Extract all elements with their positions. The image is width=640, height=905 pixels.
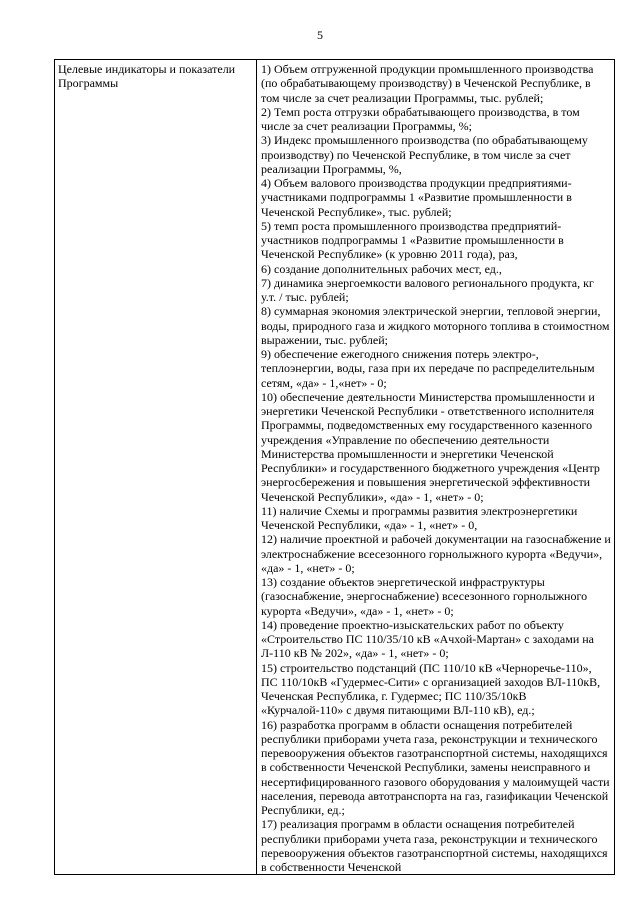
indicator-16: 16) разработка программ в области оснащения потребителей республики приборами учета газа, реконструкции и технического перевооружения объектов газотранспортной системы, находящихся в собственности Чеченской Республики, замены неисправного и несертифицированного газового оборудования у малоимущей части населения, перевода автотранспорта на газ, газификации Чеченской Республики, ед.;: [261, 717, 610, 817]
indicator-4: 4) Объем валового производства продукции предприятиями-участниками подпрограммы 1 «Развитие промышленности в Чеченской Республике», тыс. рублей;: [261, 176, 572, 219]
indicator-8: 8) суммарная экономия электрической энергии, тепловой энергии, воды, природного газа и жидкого моторного топлива в стоимостном выражении, тыс. рублей;: [261, 304, 610, 347]
indicators-table: [54, 59, 615, 875]
indicator-10: 10) обеспечение деятельности Министерства промышленности и энергетики Чеченской Республики - ответственного исполнителя Программы, подведомственных ему государственного казенного учреждения «Управление по обеспечению деятельности Министерства промышленности и энергетики Чеченской Республики» и государственного бюджетного учреждения «Центр энергосбережения и повышения энергетической эффективности Чеченской Республики», «да» - 1, «нет» - 0;: [261, 389, 600, 504]
indicator-14: 14) проведение проектно-изыскательских работ по объекту «Строительство ПС 110/35/10 кВ «Ачхой-Мартан» с заходами на Л-110 кВ № 202», «да» - 1, «нет» - 0;: [261, 617, 594, 661]
indicator-6: 6) создание дополнительных рабочих мест, ед.,: [261, 261, 502, 276]
indicator-12: 12) наличие проектной и рабочей документации на газоснабжение и электроснабжение всесезонного горнолыжного курорта «Ведучи», «да» - 1, «нет» - 0;: [261, 532, 611, 575]
indicator-5: 5) темп роста промышленного производства предприятий-участников подпрограммы 1 «Развитие промышленности в Чеченской Республике» (к уровню 2011 года), раз,: [261, 218, 564, 262]
indicator-17: 17) реализация программ в области оснащения потребителей республики приборами учета газа, реконструкции и технического перевооружения объектов газотранспортной системы, находящихся в собственности Чеченской: [261, 817, 608, 874]
indicator-13: 13) создание объектов энергетической инфраструктуры (газоснабжение, энергоснабжение) всесезонного горнолыжного курорта «Ведучи», «да» - 1, «нет» - 0;: [261, 575, 588, 618]
indicators-label-cell: [55, 60, 257, 875]
indicator-11: 11) наличие Схемы и программы развития электроэнергетики Чеченской Республики, «да» - 1, «нет» - 0,: [261, 503, 578, 532]
indicator-1: 1) Объем отгруженной продукции промышленного производства (по обрабатывающему производству) в Чеченской Республике, в том числе за счет реализации Программы, тыс. рублей;: [261, 62, 594, 105]
indicator-2: 2) Темп роста отгрузки обрабатывающего производства, в том числе за счет реализации Программы, %;: [261, 104, 580, 133]
indicators-label: Целевые индикаторы и показатели Программы: [58, 62, 236, 91]
indicators-list-cell: [257, 60, 615, 875]
table-row: [55, 60, 615, 875]
indicator-15: 15) строительство подстанций (ПС 110/10 кВ «Черноречье-110», ПС 110/10кВ «Гудермес-Сити» с организацией заходов ВЛ-110кВ, Чеченская Республика, г. Гудермес; ПС 110/35/10кВ «Курчалой-110» с двумя питающими ВЛ-110 кВ), ед.;: [261, 660, 601, 718]
page-number: 5: [317, 28, 323, 42]
indicator-7: 7) динамика энергоемкости валового регионального продукта, кг у.т. / тыс. рублей;: [261, 275, 594, 304]
indicator-9: 9) обеспечение ежегодного снижения потерь электро-, теплоэнергии, воды, газа при их передаче по распределительным сетям, «да» - 1,«нет» - 0;: [261, 347, 595, 390]
indicator-3: 3) Индекс промышленного производства (по обрабатывающему производству) по Чеченской Республике, в том числе за счет реализации Программы, %,: [261, 133, 588, 176]
